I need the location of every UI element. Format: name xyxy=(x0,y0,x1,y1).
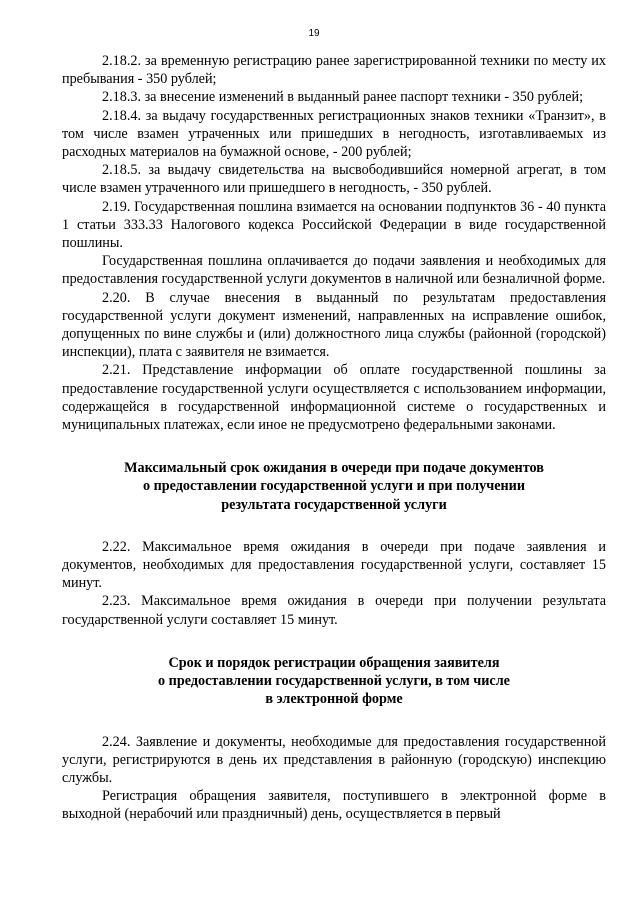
heading-line: в электронной форме xyxy=(265,691,403,708)
page-number: 19 xyxy=(308,28,320,39)
section-heading-waiting-time xyxy=(62,459,606,514)
paragraph-2-20: 2.20. В случае внесения в выданный по результатам предоставления государственной услуги документ изменений, направленных на исправление ошибок, допущенных по вине службы и (или) должностного лица службы (районной (городской) инспекции), плата с заявителя не взимается. xyxy=(62,289,606,361)
paragraph-2-18-5: 2.18.5. за выдачу свидетельства на высвободившийся номерной агрегат, в том числе взамен утраченного или пришедшего в негодность, - 350 рублей. xyxy=(62,162,606,197)
paragraph-2-24: 2.24. Заявление и документы, необходимые для предоставления государственной услуги, регистрируются в день их представления в районную (городскую) инспекцию службы. xyxy=(62,733,606,786)
paragraph-2-18-3: 2.18.3. за внесение изменений в выданный ранее паспорт техники - 350 рублей; xyxy=(102,89,584,106)
paragraph-2-23: 2.23. Максимальное время ожидания в очереди при получении результата государственной услуги составляет 15 минут. xyxy=(62,593,606,628)
paragraph-2-18-2: 2.18.2. за временную регистрацию ранее зарегистрированной техники по месту их пребывания - 350 рублей; xyxy=(62,53,606,88)
document-body xyxy=(62,52,606,824)
section-heading-registration xyxy=(62,654,606,709)
paragraph-2-19: 2.19. Государственная пошлина взимается на основании подпунктов 36 - 40 пункта 1 статьи 333.33 Налогового кодекса Российской Федерации в виде государственной пошлины. xyxy=(62,198,606,252)
paragraph-2-24-electronic: Регистрация обращения заявителя, поступившего в электронной форме в выходной (нерабочий или праздничный) день, осуществляется в первый xyxy=(62,788,606,823)
heading-line: о предоставлении государственной услуги, в том числе xyxy=(158,673,510,690)
heading-line: о предоставлении государственной услуги и при получении xyxy=(142,478,526,495)
paragraph-2-22: 2.22. Максимальное время ожидания в очереди при подаче заявления и документов, необходимых для предоставления государственной услуги, составляет 15 минут. xyxy=(62,538,606,592)
section-registration-body xyxy=(62,733,606,824)
heading-line: Срок и порядок регистрации обращения заявителя xyxy=(168,654,500,671)
paragraph-2-21: 2.21. Представление информации об оплате государственной пошлины за предоставление государственной услуги осуществляется с использованием информации, содержащейся в государственной информационной системе о государственных и муниципальных платежах, если иное не предусмотрено федеральными законами. xyxy=(62,362,606,434)
paragraph-2-18-4: 2.18.4. за выдачу государственных регистрационных знаков техники «Транзит», в том числе взамен утраченных или пришедших в негодность, изготавливаемых из расходных материалов на бумажной основе, - 200 рублей; xyxy=(62,107,606,161)
heading-line: результата государственной услуги xyxy=(221,496,447,513)
heading-line: Максимальный срок ожидания в очереди при подаче документов xyxy=(124,460,544,477)
section-waiting-time-body xyxy=(62,538,606,629)
paragraph-2-19-payment: Государственная пошлина оплачивается до подачи заявления и необходимых для предоставления государственной услуги документов в наличной или безналичной форме. xyxy=(62,253,606,288)
